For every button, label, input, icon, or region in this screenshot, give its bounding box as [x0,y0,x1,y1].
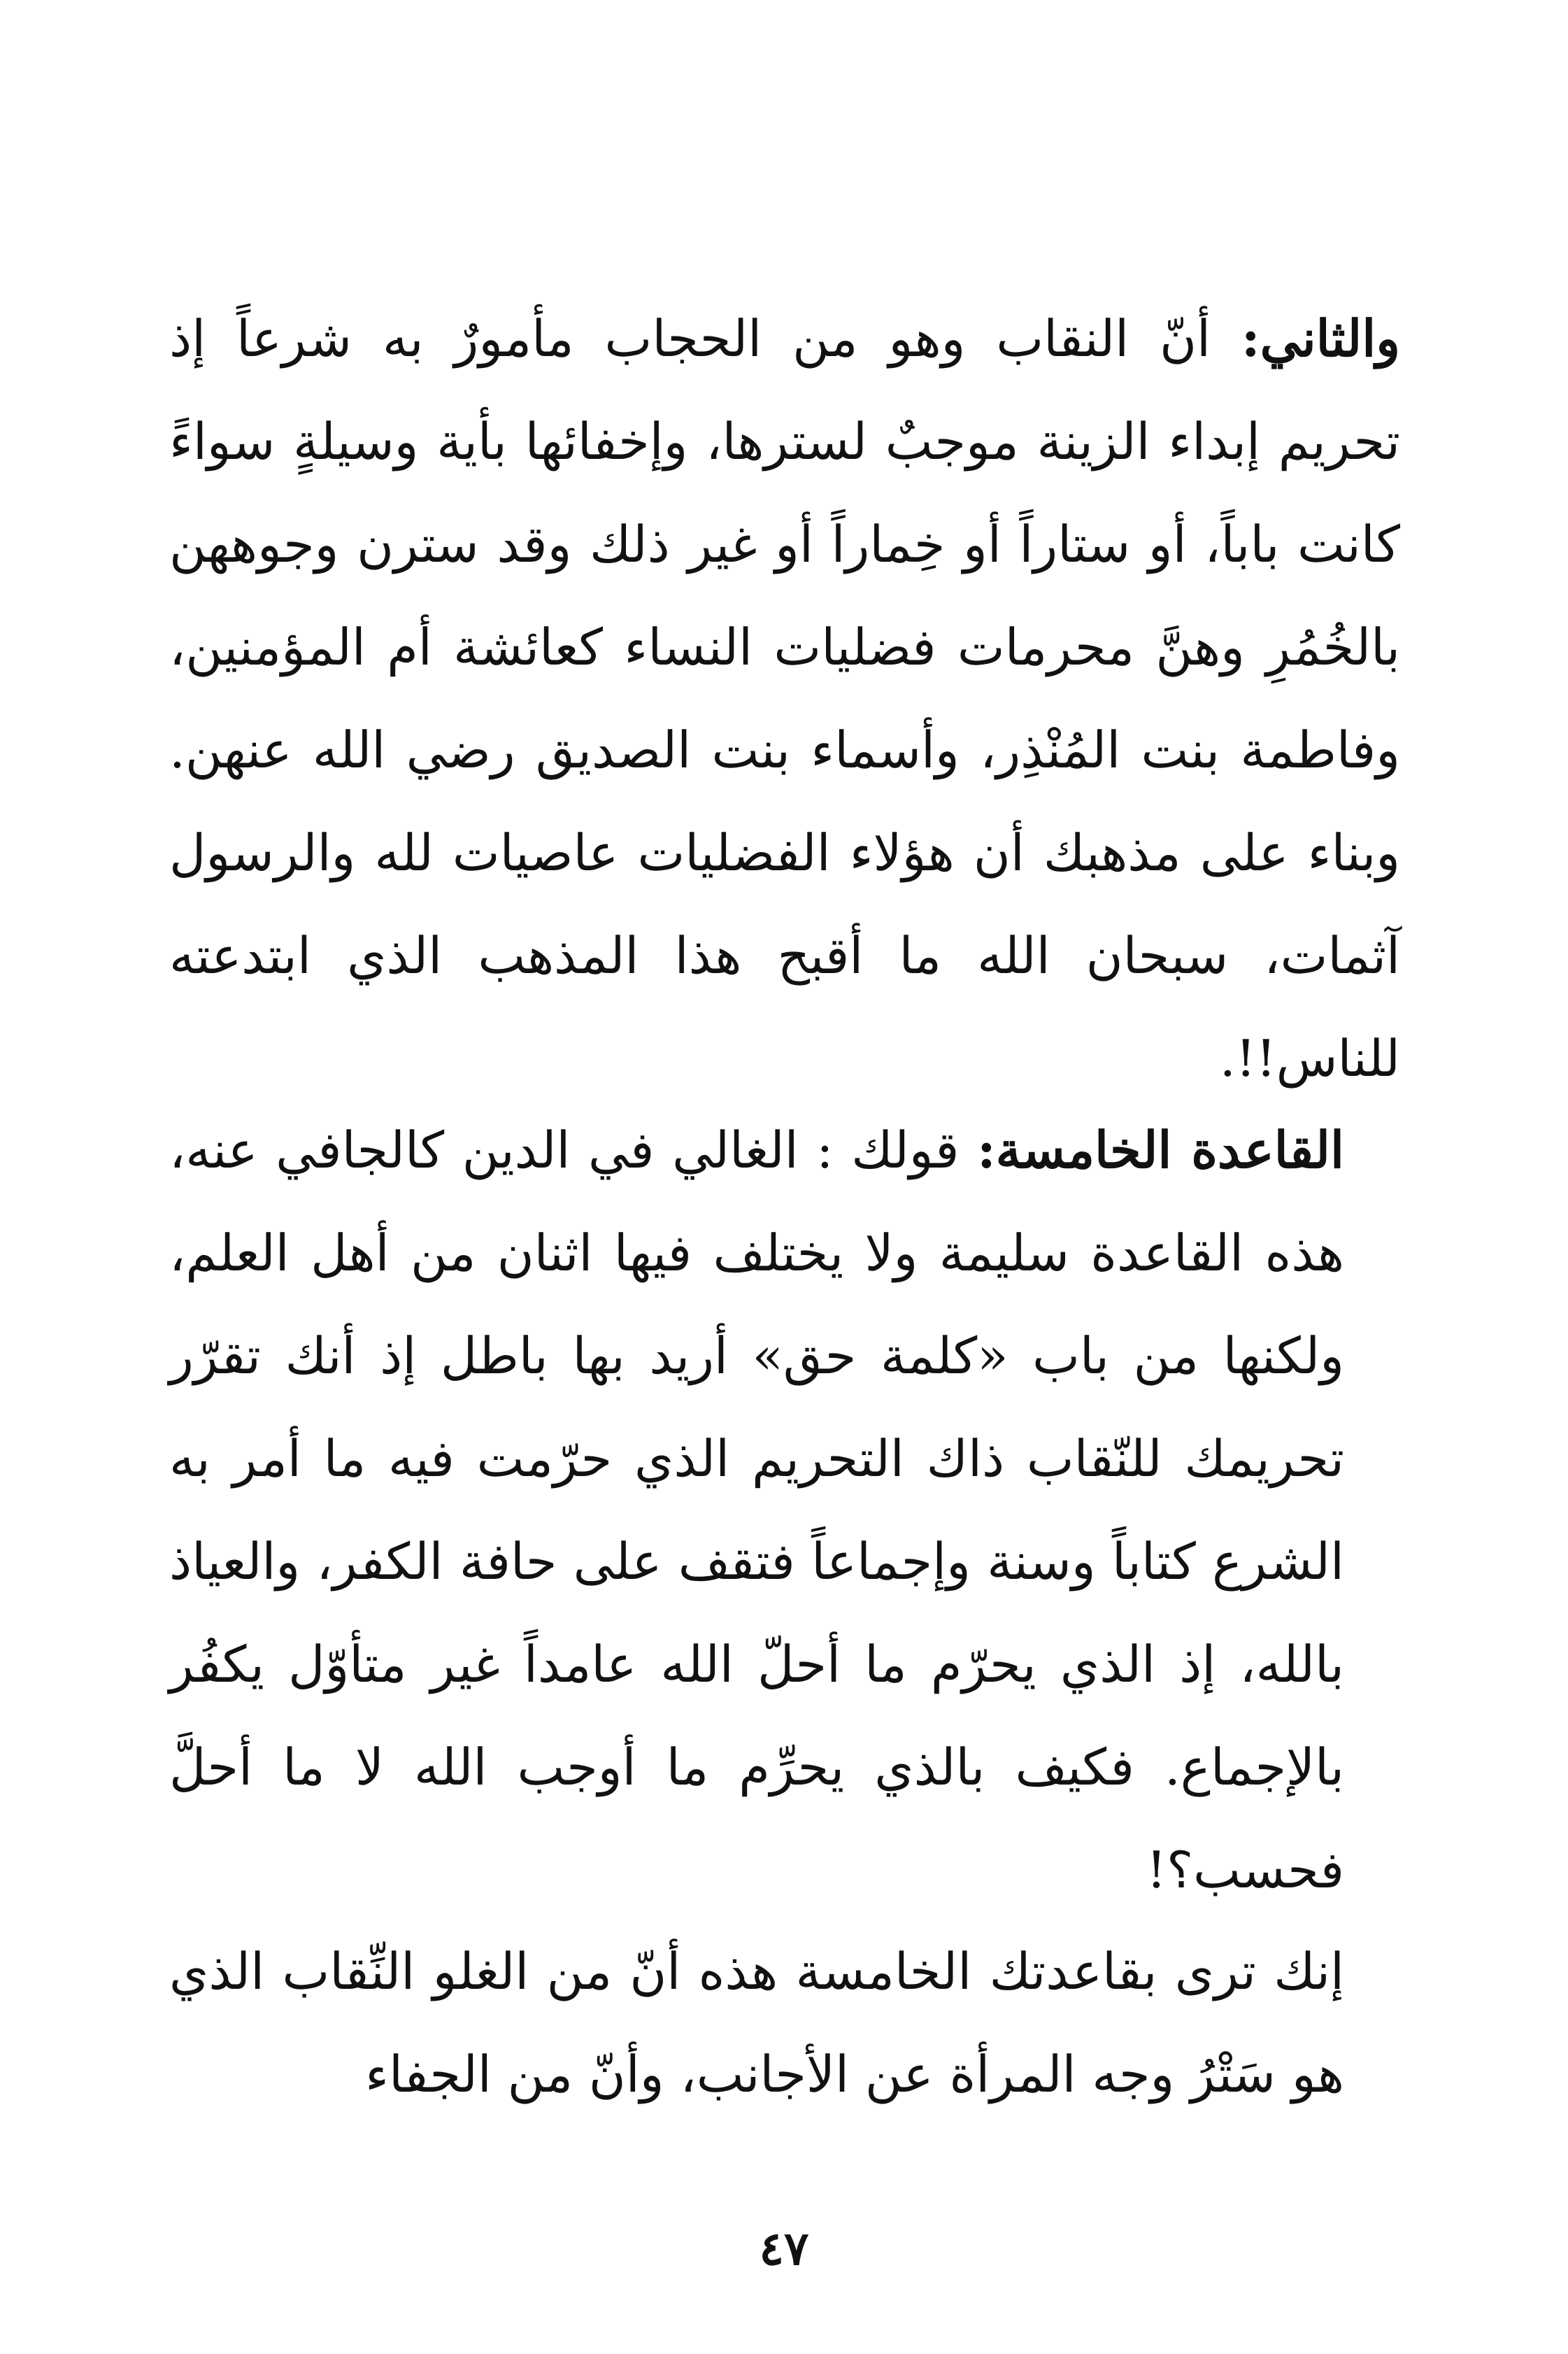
paragraph-body: قولك : الغالي في الدين كالجافي عنه، هذه القاعدة سليمة ولا يختلف فيها اثنان من أهل العلم، ولكنها من باب «كلمة حق» أريد بها باطل إذ أنك تقرّر تحريمك للنّقاب ذاك التحريم الذي حرّمت فيه ما أمر به الشرع كتاباً وسنة وإجماعاً فتقف على حافة الكفر، والعياذ بالله، إذ الذي يحرّم ما أحلّ الله عامداً غير متأوّل يكفُر بالإجماع. فكيف بالذي يحرِّم ما أوجب الله لا ما أحلَّ فحسب؟! [169,1121,1344,1899]
paragraph-continuation [169,1920,1400,2126]
paragraph-body: أنّ النقاب وهو من الحجاب مأمورٌ به شرعاً إذ تحريم إبداء الزينة موجبٌ لسترها، وإخفائها بأية وسيلةٍ سواءً كانت باباً، أو ستاراً أو خِماراً أو غير ذلك وقد سترن وجوههن بالخُمُرِ وهنَّ محرمات فضليات النساء كعائشة أم المؤمنين، وفاطمة بنت المُنْذِر، وأسماء بنت الصديق رضي الله عنهن. وبناء على مذهبك أن هؤلاء الفضليات عاصيات لله والرسول آثمات، سبحان الله ما أقبح هذا المذهب الذي ابتدعته للناس!!. [169,309,1400,1088]
paragraph-lead: القاعدة الخامسة: [977,1120,1344,1179]
paragraph-fifth-rule [169,1098,1400,1922]
paragraph-second-point [169,287,1400,1110]
paragraph-body: إنك ترى بقاعدتك الخامسة هذه أنّ من الغلو النِّقاب الذي هو سَتْرُ وجه المرأة عن الأجانب، وأنّ من الجفاء [169,1942,1344,2104]
paragraph-lead: والثاني: [1241,309,1400,368]
page-number: ٤٧ [759,2221,809,2276]
